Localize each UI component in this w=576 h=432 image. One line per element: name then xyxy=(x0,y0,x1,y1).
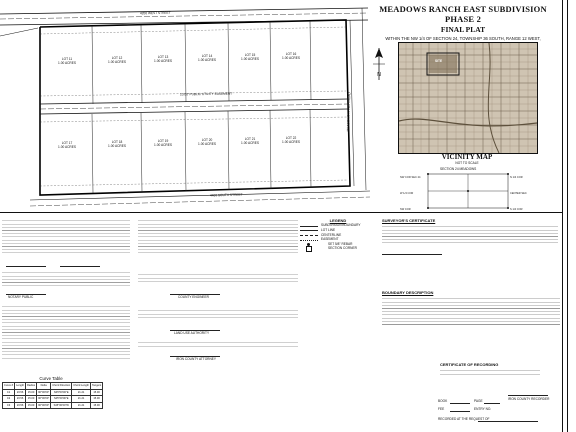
recording-fee-line xyxy=(450,411,470,412)
lot-label: LOT 12 1.00 ACRES xyxy=(108,56,126,64)
land-use-approval-text xyxy=(138,308,298,318)
curve-cell: 23.56 xyxy=(15,402,26,409)
curve-cell: C2 xyxy=(3,396,15,403)
lot-label: LOT 11 1.00 ACRES xyxy=(58,57,76,65)
recorded-at-line xyxy=(478,421,538,422)
easement-note: 10.00' PUBLIC UTILITY EASEMENT xyxy=(179,91,233,97)
recording-page-label: PAGE xyxy=(474,399,483,403)
surveyor-signature-line xyxy=(382,254,442,255)
lot-label: LOT 17 1.00 ACRES xyxy=(58,141,76,149)
curve-cell: 21.21 xyxy=(72,396,91,403)
county-engineer-label: COUNTY ENGINEER xyxy=(178,295,209,299)
section-diagram-title: SECTION 24 MEADOWS xyxy=(440,167,477,171)
lot-label: LOT 15 1.00 ACRES xyxy=(241,53,259,61)
curve-cell: C3 xyxy=(3,402,15,409)
recording-fee-label: FEE xyxy=(438,407,445,411)
curve-cell: 90°00'00" xyxy=(38,390,50,394)
curve-cell: S45°00'00"E xyxy=(51,396,72,403)
land-use-authority-label: LAND USE AUTHORITY xyxy=(174,331,210,335)
curve-table-grid xyxy=(2,382,103,409)
curve-header-cell: Chord Length xyxy=(73,384,89,388)
owners-dedication-text xyxy=(2,218,130,256)
svg-text:NW COR SEC 24: NW COR SEC 24 xyxy=(400,176,421,179)
plat-subtitle: FINAL PLAT xyxy=(440,25,486,34)
curve-header-cell: Radius xyxy=(27,384,36,388)
lot-label: LOT 18 1.00 ACRES xyxy=(108,140,126,148)
vicinity-map-drawing xyxy=(399,43,537,153)
boundary-title: BOUNDARY DESCRIPTION xyxy=(382,290,434,295)
curve-cell: C1 xyxy=(3,389,15,396)
planning-approval-text xyxy=(138,272,298,284)
legend-item: SET 5/8" REBAR xyxy=(300,242,376,247)
general-notes-text xyxy=(2,304,130,360)
curve-cell: 15.00 xyxy=(90,402,102,409)
curve-cell: 23.56 xyxy=(15,396,26,403)
notary-label: NOTARY PUBLIC xyxy=(8,295,34,299)
lot-label: LOT 20 1.00 ACRES xyxy=(198,138,216,146)
street-top-label: 4200 WEST STREET xyxy=(139,10,171,16)
curve-cell: 15.00 xyxy=(26,389,37,396)
curve-cell: 23.56 xyxy=(15,389,26,396)
lot-label: LOT 22 1.00 ACRES xyxy=(282,136,300,144)
legend-item: SECTION CORNER xyxy=(300,247,376,252)
basis-of-bearings-text xyxy=(138,218,298,256)
curve-header-cell: Tangent xyxy=(91,384,102,388)
curve-header-cell: Length xyxy=(16,384,25,388)
street-bottom-label: 4400 SOUTH STREET xyxy=(209,192,243,198)
svg-text:CENTER SEC: CENTER SEC xyxy=(510,192,527,195)
legend-item: CENTERLINE xyxy=(300,233,376,238)
legend-item: EASEMENT xyxy=(300,238,376,243)
svg-text:N: N xyxy=(377,72,381,78)
curve-header-cell: Curve # xyxy=(4,384,14,388)
recording-text xyxy=(440,368,540,376)
county-attorney-label: IRON COUNTY ATTORNEY xyxy=(176,357,217,361)
recording-book-label: BOOK xyxy=(438,399,448,403)
attorney-approval-text xyxy=(138,340,298,348)
svg-text:SW COR: SW COR xyxy=(400,208,411,211)
lot-label: LOT 21 1.00 ACRES xyxy=(241,137,259,145)
recording-book-line xyxy=(450,403,470,404)
curve-cell: 15.00 xyxy=(90,396,102,403)
curve-cell: 15.00 xyxy=(26,402,37,409)
lot-label: LOT 16 1.00 ACRES xyxy=(282,52,300,60)
vicinity-subtitle: NOT TO SCALE xyxy=(455,161,479,165)
section-corner-diagram xyxy=(398,172,548,212)
lot-label: LOT 14 1.00 ACRES xyxy=(198,54,216,62)
curve-cell: 90°00'00" xyxy=(38,403,50,407)
curve-cell: 90°00'00" xyxy=(38,397,50,401)
lot-label: LOT 19 1.00 ACRES xyxy=(154,139,172,147)
lot-label: LOT 13 1.00 ACRES xyxy=(154,55,172,63)
curve-cell: 15.00 xyxy=(90,389,102,396)
vicinity-map xyxy=(398,42,538,154)
street-right-label: MEADOWS RANCH ROAD xyxy=(345,92,352,132)
curve-cell: 21.21 xyxy=(72,389,91,396)
curve-table xyxy=(2,376,103,409)
curve-cell: 15.00 xyxy=(26,396,37,403)
sheet-right-border-inner xyxy=(567,0,568,432)
recording-title: CERTIFICATE OF RECORDING xyxy=(440,362,499,367)
plat-title: MEADOWS RANCH EAST SUBDIVISION PHASE 2 xyxy=(379,4,547,24)
curve-header-cell: Chord Direction xyxy=(52,384,71,388)
table-row xyxy=(3,402,103,409)
vicinity-site-label: SITE xyxy=(435,59,443,63)
legend-item: LOT LINE xyxy=(300,229,376,234)
curve-cell: 21.21 xyxy=(72,402,91,409)
svg-text:N 1/4 COR: N 1/4 COR xyxy=(510,176,523,179)
surveyor-cert-text xyxy=(382,224,558,246)
curve-cell: S45°00'00"W xyxy=(51,402,72,409)
vicinity-title: VICINITY MAP xyxy=(441,153,493,161)
owner-signature-line xyxy=(60,266,100,267)
legend xyxy=(300,218,376,252)
legend-item: SUBDIVISION BOUNDARY xyxy=(300,224,376,229)
plat-location: WITHIN THE NW 1/4 OF SECTION 24, TOWNSHIP 36 SOUTH, RANGE 12 WEST, xyxy=(385,36,541,41)
legend-title: LEGEND xyxy=(329,218,347,223)
recorder-signature-line xyxy=(508,395,548,396)
lower-divider xyxy=(0,212,562,213)
north-arrow-icon xyxy=(370,46,388,82)
svg-text:S 1/4 COR: S 1/4 COR xyxy=(510,208,523,211)
acknowledgment-text xyxy=(2,270,130,286)
recorded-at-label: RECORDED AT THE REQUEST OF xyxy=(438,417,490,421)
recorder-label: IRON COUNTY RECORDER xyxy=(508,397,550,401)
plat-drawing xyxy=(0,0,370,210)
owner-signature-line xyxy=(6,266,46,267)
surveyor-cert-title: SURVEYOR'S CERTIFICATE xyxy=(382,218,436,223)
curve-header-cell: Delta xyxy=(37,383,51,390)
recording-page-line xyxy=(484,403,500,404)
sheet-right-border xyxy=(562,0,563,432)
curve-cell: N45°00'00"E xyxy=(51,389,72,396)
boundary-text xyxy=(382,296,560,326)
recording-entry-label: ENTRY NO. xyxy=(474,407,492,411)
svg-text:W 1/4 COR: W 1/4 COR xyxy=(400,192,414,195)
curve-table-title: Curve Table xyxy=(39,376,63,381)
